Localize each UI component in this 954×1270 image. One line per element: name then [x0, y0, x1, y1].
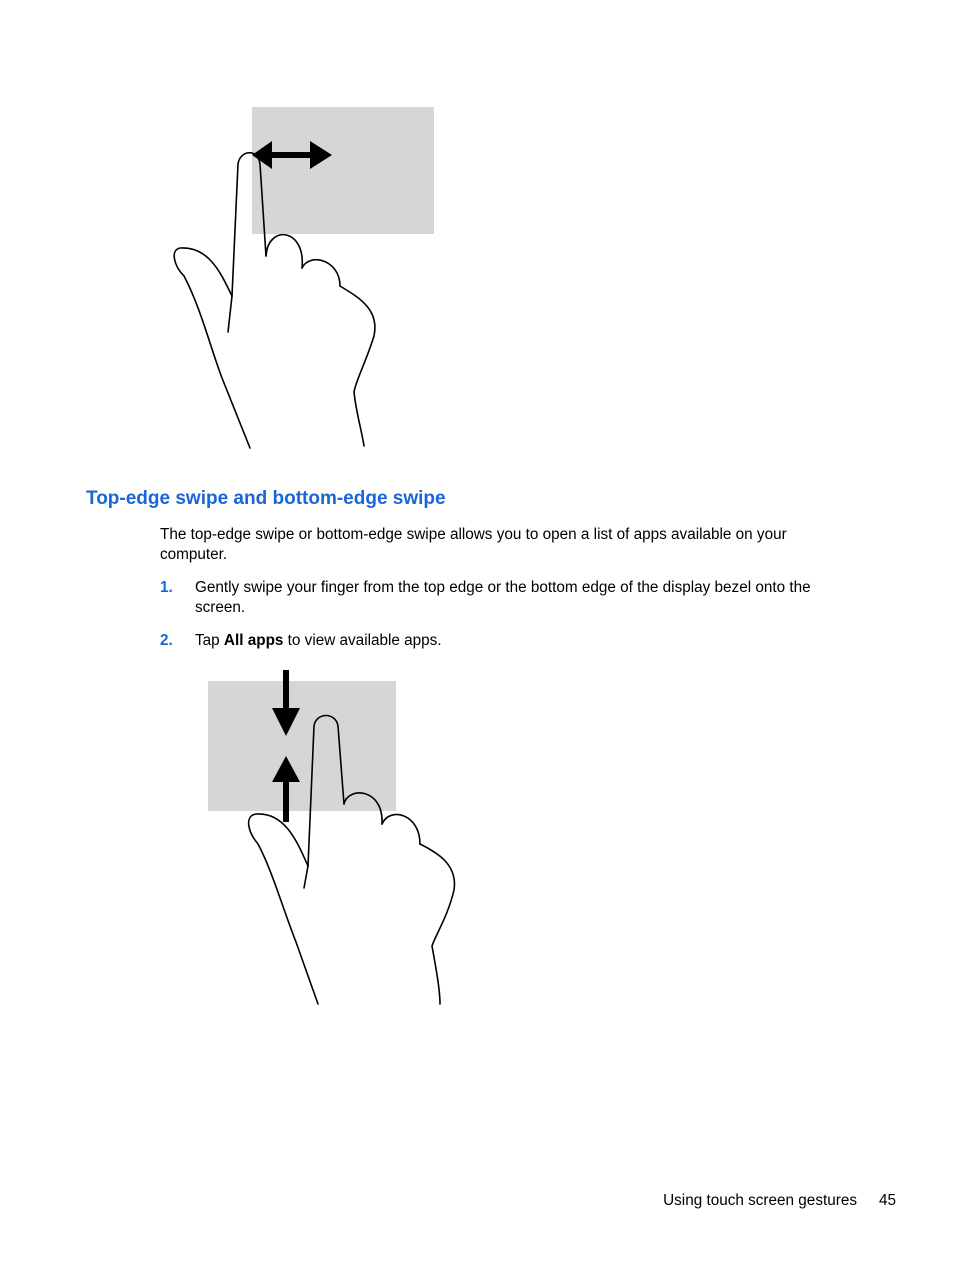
edge-swipe-left-right-icon	[160, 96, 450, 456]
edge-swipe-up-down-illustration	[200, 664, 470, 1012]
all-apps-label: All apps	[223, 632, 284, 649]
page-footer	[663, 1192, 896, 1210]
intro-paragraph: The top-edge swipe or bottom-edge swipe allows you to open a list of apps available on your computer.	[160, 526, 787, 563]
edge-swipe-up-down-icon	[200, 664, 470, 1012]
page-number: 45	[878, 1192, 896, 1209]
step-text-after: to view available apps.	[283, 632, 442, 649]
step-text	[195, 631, 850, 651]
screen-rect	[252, 107, 434, 234]
step-1	[160, 578, 850, 617]
edge-swipe-left-right-illustration	[160, 96, 450, 456]
step-text-before: Tap	[195, 632, 224, 649]
screen-rect	[208, 681, 396, 811]
step-2	[160, 631, 850, 651]
footer-section-title: Using touch screen gestures	[663, 1192, 857, 1209]
step-number: 2.	[160, 632, 173, 649]
step-text: Gently swipe your finger from the top edge or the bottom edge of the display bezel onto the screen.	[195, 579, 811, 616]
step-number: 1.	[160, 579, 173, 596]
section-heading: Top-edge swipe and bottom-edge swipe	[86, 488, 446, 509]
